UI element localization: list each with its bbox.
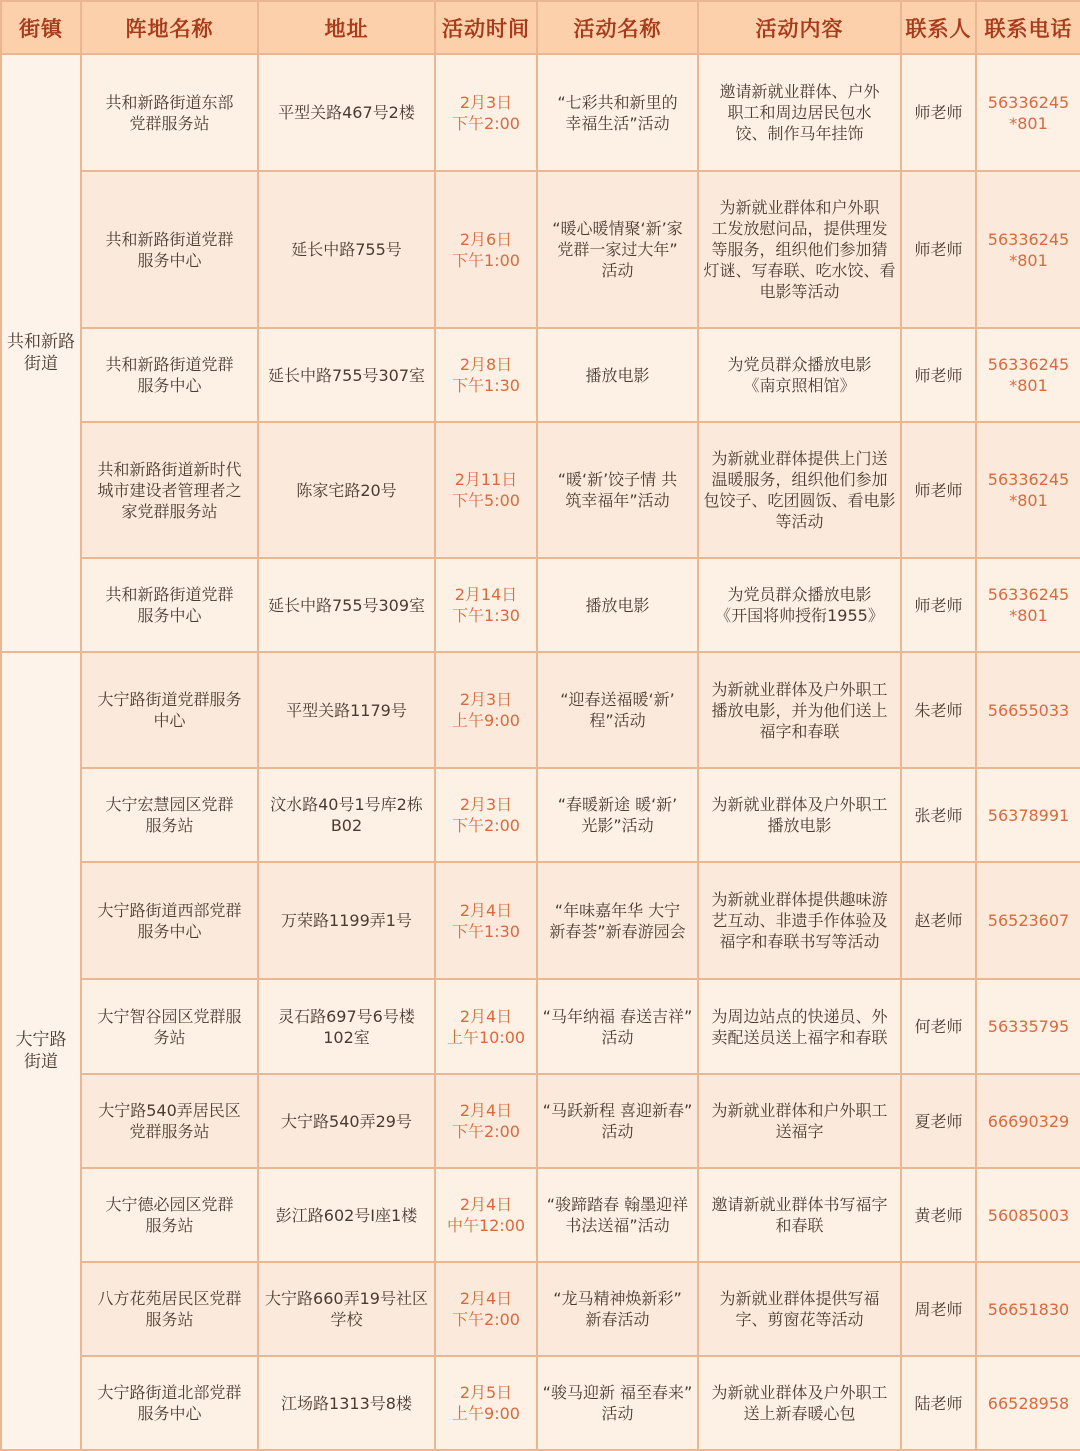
address-cell: 大宁路660弄19号社区 学校 [258,1262,435,1356]
contact-phone-cell: 56336245 *801 [976,558,1080,652]
activity-time-cell: 2月14日 下午1:30 [435,558,537,652]
activity-content-cell: 为新就业群体和户外职工 送福字 [698,1074,901,1168]
activity-content-cell: 邀请新就业群体书写福字 和春联 [698,1168,901,1262]
header-row [1,1,1080,54]
activity-time-cell: 2月4日 中午12:00 [435,1168,537,1262]
venue-name-cell: 共和新路街道新时代 城市建设者管理者之 家党群服务站 [81,422,258,558]
contact-phone-cell: 56336245 *801 [976,328,1080,422]
table-row [1,979,1080,1074]
activity-content-cell: 为新就业群体及户外职工 播放电影 [698,768,901,862]
activity-content-cell: 为新就业群体提供趣味游 艺互动、非遗手作体验及 福字和春联书写等活动 [698,862,901,979]
table-row [1,328,1080,422]
activity-name-cell: “骏蹄踏春 翰墨迎祥 书法送福”活动 [537,1168,698,1262]
table-body [1,54,1080,1450]
table-row [1,171,1080,328]
contact-phone-cell: 56336245 *801 [976,54,1080,171]
activity-content-cell: 为党员群众播放电影 《开国将帅授衔1955》 [698,558,901,652]
header-phone: 联系电话 [976,1,1080,54]
contact-person-cell: 黄老师 [901,1168,976,1262]
venue-name-cell: 大宁路540弄居民区 党群服务站 [81,1074,258,1168]
street-cell: 共和新路 街道 [1,54,81,652]
activity-content-cell: 邀请新就业群体、户外 职工和周边居民包水 饺、制作马年挂饰 [698,54,901,171]
activity-name-cell: “暖心暖情聚‘新’家 党群一家过大年” 活动 [537,171,698,328]
address-cell: 江场路1313号8楼 [258,1356,435,1450]
contact-phone-cell: 56523607 [976,862,1080,979]
activity-content-cell: 为周边站点的快递员、外 卖配送员送上福字和春联 [698,979,901,1074]
contact-phone-cell: 56336245 *801 [976,422,1080,558]
activity-name-cell: “骏马迎新 福至春来” 活动 [537,1356,698,1450]
venue-name-cell: 大宁路街道西部党群 服务中心 [81,862,258,979]
activity-name-cell: “龙马精神焕新彩” 新春活动 [537,1262,698,1356]
activity-name-cell: 播放电影 [537,558,698,652]
activity-content-cell: 为新就业群体提供写福 字、剪窗花等活动 [698,1262,901,1356]
contact-phone-cell: 56336245 *801 [976,171,1080,328]
activity-name-cell: 播放电影 [537,328,698,422]
address-cell: 万荣路1199弄1号 [258,862,435,979]
contact-phone-cell: 56378991 [976,768,1080,862]
activity-time-cell: 2月3日 上午9:00 [435,652,537,768]
contact-phone-cell: 56655033 [976,652,1080,768]
contact-phone-cell: 56085003 [976,1168,1080,1262]
activity-name-cell: “马年纳福 春送吉祥” 活动 [537,979,698,1074]
contact-person-cell: 师老师 [901,328,976,422]
contact-person-cell: 师老师 [901,422,976,558]
address-cell: 陈家宅路20号 [258,422,435,558]
contact-person-cell: 陆老师 [901,1356,976,1450]
address-cell: 彭江路602号I座1楼 [258,1168,435,1262]
activity-time-cell: 2月4日 上午10:00 [435,979,537,1074]
activity-name-cell: “马跃新程 喜迎新春” 活动 [537,1074,698,1168]
street-cell: 大宁路 街道 [1,652,81,1450]
table-row [1,1262,1080,1356]
activity-name-cell: “年味嘉年华 大宁 新春荟”新春游园会 [537,862,698,979]
table-row [1,54,1080,171]
contact-person-cell: 何老师 [901,979,976,1074]
header-contact: 联系人 [901,1,976,54]
table-row [1,422,1080,558]
header-street: 街镇 [1,1,81,54]
venue-name-cell: 大宁宏慧园区党群 服务站 [81,768,258,862]
activity-content-cell: 为新就业群体和户外职 工发放慰问品，提供理发 等服务，组织他们参加猜 灯谜、写春联、吃水饺、看 电影等活动 [698,171,901,328]
activity-name-cell: “春暖新途 暖‘新’ 光影”活动 [537,768,698,862]
venue-name-cell: 八方花苑居民区党群 服务站 [81,1262,258,1356]
table-row [1,1356,1080,1450]
activity-name-cell: “暖‘新’饺子情 共 筑幸福年”活动 [537,422,698,558]
contact-phone-cell: 56651830 [976,1262,1080,1356]
contact-person-cell: 张老师 [901,768,976,862]
contact-phone-cell: 56335795 [976,979,1080,1074]
activity-content-cell: 为党员群众播放电影 《南京照相馆》 [698,328,901,422]
venue-name-cell: 共和新路街道党群 服务中心 [81,558,258,652]
address-cell: 平型关路1179号 [258,652,435,768]
contact-person-cell: 师老师 [901,54,976,171]
contact-person-cell: 赵老师 [901,862,976,979]
venue-name-cell: 共和新路街道东部 党群服务站 [81,54,258,171]
venue-name-cell: 共和新路街道党群 服务中心 [81,171,258,328]
header-activity-content: 活动内容 [698,1,901,54]
address-cell: 延长中路755号309室 [258,558,435,652]
table-row [1,558,1080,652]
activity-time-cell: 2月6日 下午1:00 [435,171,537,328]
activity-time-cell: 2月5日 上午9:00 [435,1356,537,1450]
activity-time-cell: 2月4日 下午1:30 [435,862,537,979]
address-cell: 延长中路755号307室 [258,328,435,422]
header-address: 地址 [258,1,435,54]
header-venue: 阵地名称 [81,1,258,54]
activity-content-cell: 为新就业群体及户外职工 播放电影，并为他们送上 福字和春联 [698,652,901,768]
table-row [1,652,1080,768]
address-cell: 延长中路755号 [258,171,435,328]
venue-name-cell: 大宁智谷园区党群服 务站 [81,979,258,1074]
activity-content-cell: 为新就业群体及户外职工 送上新春暖心包 [698,1356,901,1450]
activity-time-cell: 2月3日 下午2:00 [435,768,537,862]
contact-person-cell: 夏老师 [901,1074,976,1168]
activity-time-cell: 2月8日 下午1:30 [435,328,537,422]
contact-person-cell: 师老师 [901,171,976,328]
activity-name-cell: “迎春送福暖‘新’ 程”活动 [537,652,698,768]
contact-person-cell: 朱老师 [901,652,976,768]
activity-time-cell: 2月3日 下午2:00 [435,54,537,171]
table-row [1,1168,1080,1262]
venue-name-cell: 共和新路街道党群 服务中心 [81,328,258,422]
address-cell: 平型关路467号2楼 [258,54,435,171]
contact-person-cell: 周老师 [901,1262,976,1356]
contact-phone-cell: 66528958 [976,1356,1080,1450]
address-cell: 汶水路40号1号库2栋 B02 [258,768,435,862]
table-row [1,768,1080,862]
activity-time-cell: 2月4日 下午2:00 [435,1074,537,1168]
activity-time-cell: 2月11日 下午5:00 [435,422,537,558]
header-time: 活动时间 [435,1,537,54]
address-cell: 大宁路540弄29号 [258,1074,435,1168]
header-activity-name: 活动名称 [537,1,698,54]
venue-name-cell: 大宁德必园区党群 服务站 [81,1168,258,1262]
contact-phone-cell: 66690329 [976,1074,1080,1168]
venue-name-cell: 大宁路街道北部党群 服务中心 [81,1356,258,1450]
table-row [1,862,1080,979]
activity-content-cell: 为新就业群体提供上门送 温暖服务，组织他们参加 包饺子、吃团圆饭、看电影 等活动 [698,422,901,558]
contact-person-cell: 师老师 [901,558,976,652]
address-cell: 灵石路697号6号楼 102室 [258,979,435,1074]
activity-time-cell: 2月4日 下午2:00 [435,1262,537,1356]
venue-name-cell: 大宁路街道党群服务 中心 [81,652,258,768]
activity-name-cell: “七彩共和新里的 幸福生活”活动 [537,54,698,171]
table-row [1,1074,1080,1168]
